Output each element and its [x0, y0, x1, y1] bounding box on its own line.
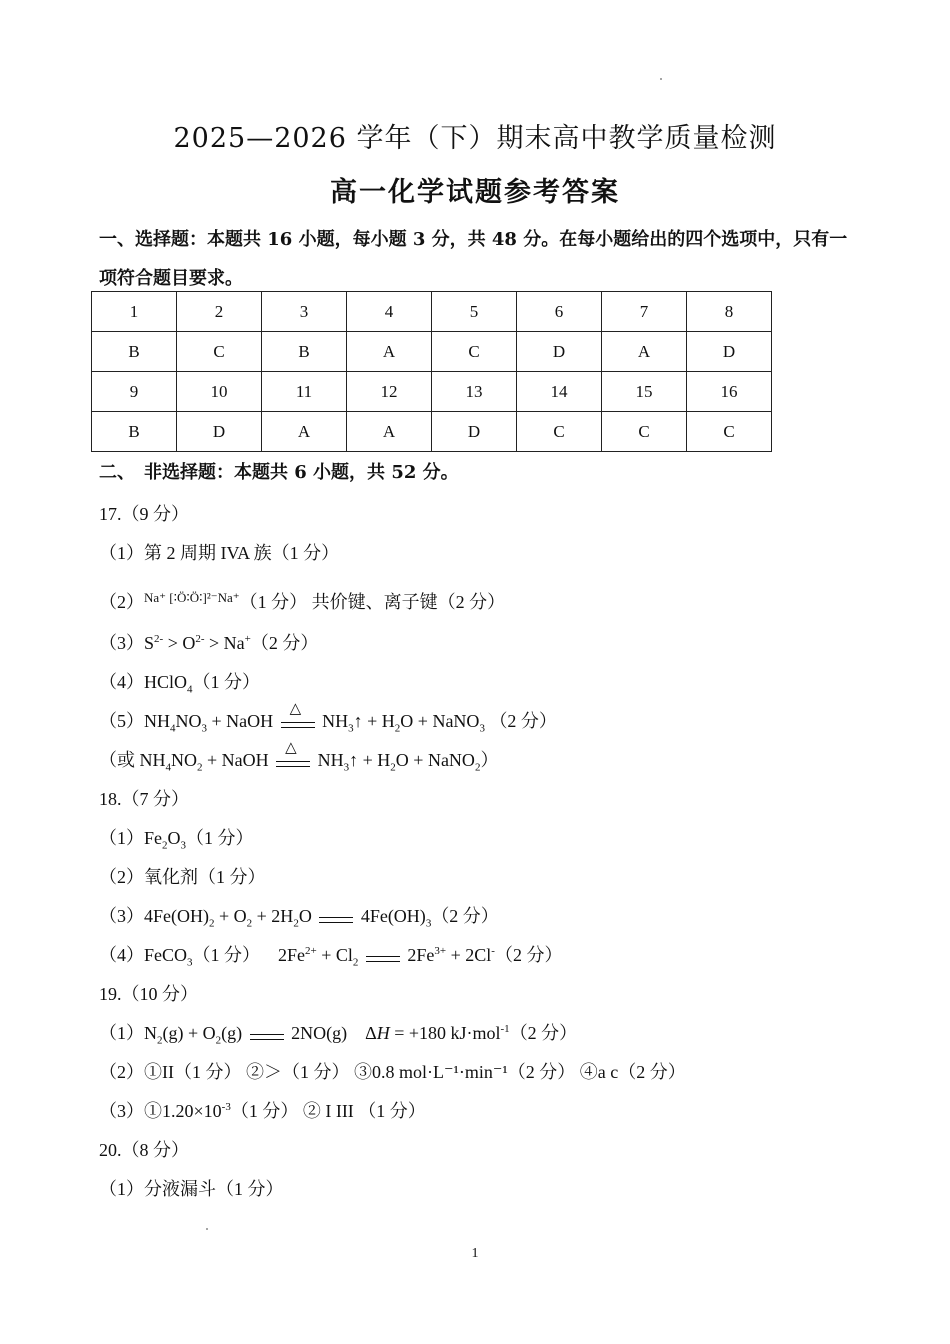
table-cell: D	[177, 412, 262, 452]
answer-label: （1）	[99, 1023, 144, 1043]
table-cell: 11	[262, 372, 347, 412]
table-cell: 8	[687, 292, 772, 332]
table-cell: 14	[517, 372, 602, 412]
table-cell: 2	[177, 292, 262, 332]
table-cell: 7	[602, 292, 687, 332]
answer-score: （1 分） 共价键、离子键（2 分）	[239, 592, 506, 612]
table-row	[92, 292, 772, 332]
heat-triangle-icon: △	[285, 739, 297, 756]
q20-title: 20.（8 分）	[99, 1140, 189, 1160]
table-cell: C	[602, 412, 687, 452]
q18-answer-1: $(1)Fe_2O_3(1$ 分）	[99, 828, 254, 852]
equals-sign	[319, 909, 353, 927]
answer-score: （2 分）	[489, 711, 557, 731]
table-cell: C	[177, 332, 262, 372]
answer-score: （2 分）	[250, 633, 319, 653]
q19-title: 19.（10 分）	[99, 984, 198, 1004]
scan-dot	[660, 78, 662, 80]
q17-answer-5-alt: （或 $NH_4NO_2$ + NaOH △ $NH_3↑ + H_2O$ + NaNO$_2$）	[99, 739, 499, 774]
q18-answer-4: （4）FeCO$_3$（1 分） $2Fe^{2+} + Cl_2$ $2Fe^{3+} + 2Cl^-(2$ 分）	[99, 945, 563, 969]
heating-equals-sign	[276, 739, 310, 771]
electron-formula: Na⁺ [∶Ö∶Ö∶]²⁻Na⁺	[144, 590, 240, 605]
table-cell: 10	[177, 372, 262, 412]
table-cell: A	[347, 332, 432, 372]
page-subtitle: 高一化学试题参考答案	[330, 177, 620, 208]
answer-score: （2 分）	[509, 1023, 578, 1043]
q19-answer-2: （2）①II（1 分） ②＞（1 分） ③0.8 mol·L⁻¹·min⁻¹（2 分） ④a c（2 分）	[99, 1062, 686, 1082]
q18-answer-3: $(3)4Fe(OH)_2 + O_2 + 2H_2O$ $4Fe(OH)_3(2$ 分）	[99, 906, 499, 930]
answer-label: （1）	[99, 828, 144, 848]
table-cell: B	[262, 332, 347, 372]
q17-answer-4: （4）HClO$_4$（1 分）	[99, 672, 261, 696]
answer-label: ）	[480, 750, 499, 770]
q17-answer-3: $(3)S^{2-} > O^{2-} > Na^+(2$ 分）	[99, 633, 319, 653]
table-cell: 4	[347, 292, 432, 332]
table-cell: C	[517, 412, 602, 452]
q17-answer-1: （1）第 2 周期 IVA 族（1 分）	[99, 543, 340, 563]
table-cell: B	[92, 412, 177, 452]
section1-heading: 一、选择题：本题共 16 小题，每小题 3 分，共 48 分。在每小题给出的四个选项中，只有一项符合题目要求。	[99, 229, 848, 289]
answer-score: （1 分） ② I III （1 分）	[230, 1101, 426, 1121]
table-cell: D	[432, 412, 517, 452]
heating-equals-sign	[281, 700, 315, 732]
table-row	[92, 372, 772, 412]
equals-sign	[366, 948, 400, 966]
table-row	[92, 412, 772, 452]
table-cell: A	[602, 332, 687, 372]
table-row	[92, 332, 772, 372]
table-cell: 3	[262, 292, 347, 332]
table-cell: 13	[432, 372, 517, 412]
answer-score: （2 分）	[494, 945, 563, 965]
q20-answer-1: （1）分液漏斗（1 分）	[99, 1179, 284, 1199]
table-cell: 15	[602, 372, 687, 412]
answer-label: （4）	[99, 672, 144, 692]
answer-label: （3）①	[99, 1101, 162, 1121]
equals-sign	[250, 1026, 284, 1044]
answer-label: （5）	[99, 711, 144, 731]
page-number: 1	[471, 1246, 479, 1261]
q19-answer-1: $(1)N_2(g) + O_2(g)$ 2NO(g) ΔH = +180 kJ·mol$^{-1}$（2 分）	[99, 1023, 578, 1047]
table-cell: 1	[92, 292, 177, 332]
table-cell: A	[262, 412, 347, 452]
table-cell: 6	[517, 292, 602, 332]
answer-score: （1 分）	[192, 945, 261, 965]
scan-dot	[206, 1228, 208, 1230]
answer-label: （3）	[99, 906, 144, 926]
answer-label: （4）	[99, 945, 144, 965]
answer-label: （3）	[99, 633, 144, 653]
q17-title: 17.（9 分）	[99, 504, 189, 524]
q18-title: 18.（7 分）	[99, 789, 189, 809]
answer-score: （2 分）	[431, 906, 499, 926]
table-cell: D	[687, 332, 772, 372]
answer-table	[91, 291, 772, 452]
table-cell: B	[92, 332, 177, 372]
answer-score: （1 分）	[192, 672, 261, 692]
section2-heading: 二、 非选择题：本题共 6 小题，共 52 分。	[99, 462, 459, 483]
table-cell: 9	[92, 372, 177, 412]
table-cell: 5	[432, 292, 517, 332]
answer-label: （2）	[99, 592, 144, 612]
page-title: 2025—2026 学年（下）期末高中教学质量检测	[173, 123, 777, 154]
answer-score: （1 分）	[186, 828, 254, 848]
table-cell: 16	[687, 372, 772, 412]
table-cell: 12	[347, 372, 432, 412]
table-cell: C	[687, 412, 772, 452]
q19-answer-3: $(3)①1.20\times 10^{-3}(1$ 分） ② I III （1 分）	[99, 1101, 426, 1121]
answer-label: （或	[99, 750, 135, 770]
q17-answer-2	[99, 588, 505, 614]
table-cell: C	[432, 332, 517, 372]
heat-triangle-icon: △	[289, 700, 302, 717]
table-cell: D	[517, 332, 602, 372]
q18-answer-2: （2）氧化剂（1 分）	[99, 867, 266, 887]
q17-answer-5: $(5)NH_4NO_3$ + NaOH △ $NH_3↑ + H_2O$ + NaNO$_3$ （2 分）	[99, 700, 557, 735]
table-cell: A	[347, 412, 432, 452]
